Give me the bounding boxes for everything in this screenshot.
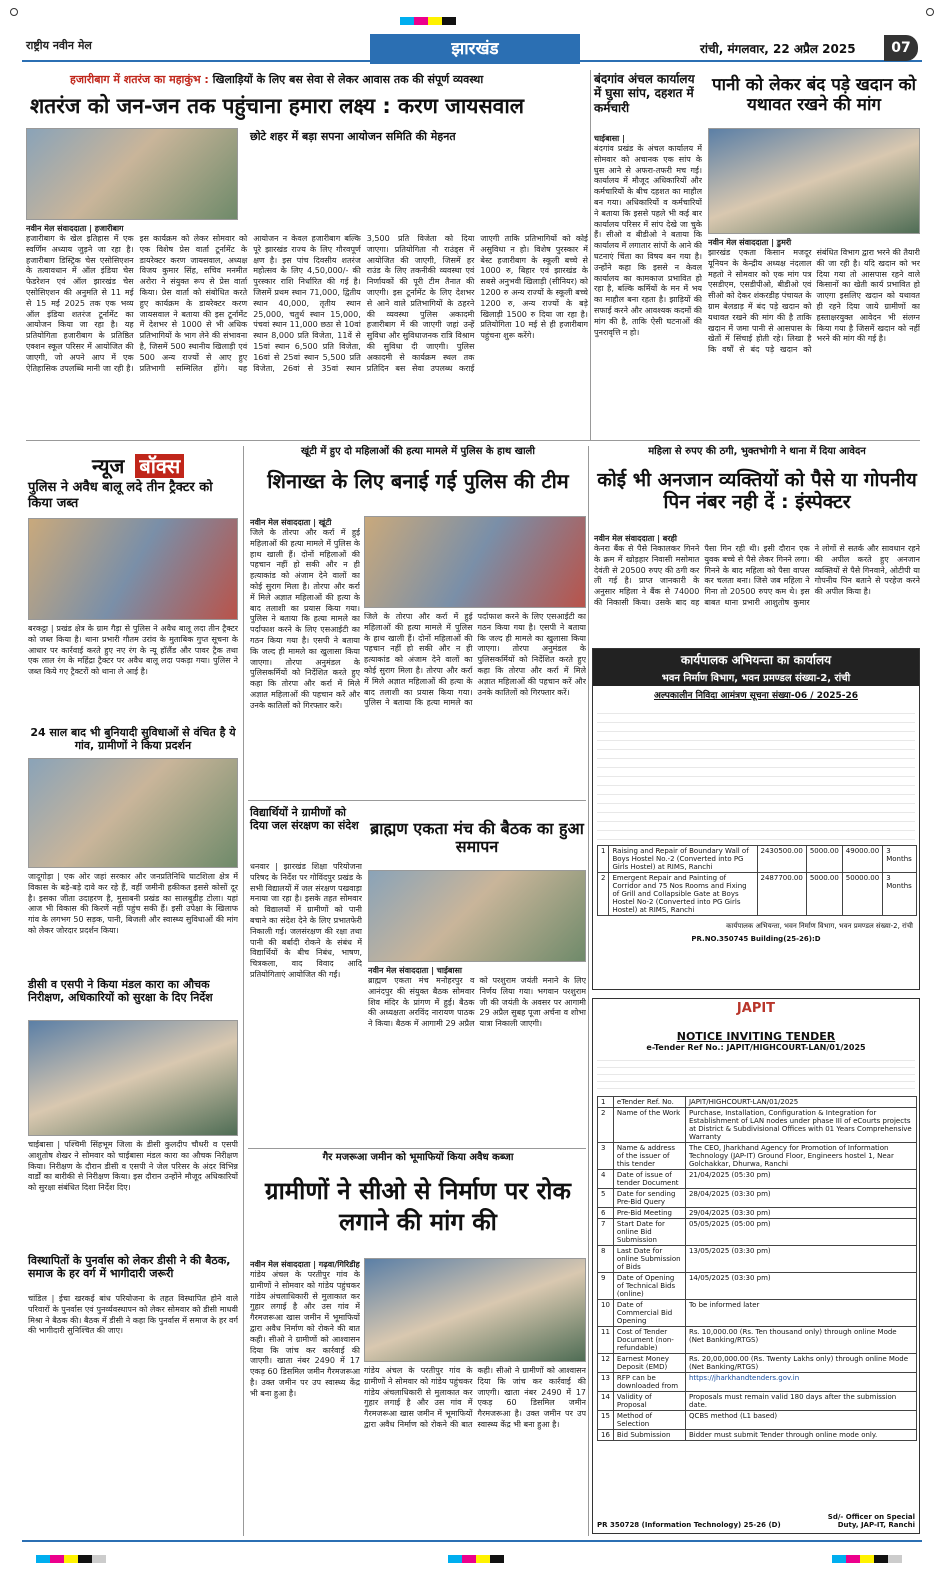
japit-cell: 12 bbox=[598, 1354, 614, 1373]
building-pr: PR.NO.350745 Building(25-26):D bbox=[691, 935, 821, 943]
mine-byline: नवीन मेल संवाददाता | डुमरी bbox=[708, 238, 792, 247]
village-body: जादूगोड़ा | एक ओर जहां सरकार और जनप्रतिनिधि घाटशिला क्षेत्र में विकास के बड़े-बड़े दावे कर रहे हैं, वहीं जमीनी हकीकत इससे कोसों दूर है। इसका जीता उदाहरण है, मुसाबनी प्रखंड का सालबुडीह टोला। यहां आज भी विकास की किरणें नहीं पहुंच सकी हैं। इसी उपेक्षा के खिलाफ गांव के लगभग 50 सड़क, पानी, बिजली और स्वास्थ्य सुविधाओं की मांग को लेकर जोरदार प्रदर्शन किया। bbox=[28, 872, 238, 935]
chess-photo bbox=[26, 128, 238, 220]
japit-cell: 13/05/2025 (03:30 pm) bbox=[685, 1246, 916, 1273]
khunti-body: जिले के तोरपा और कर्रा में हुई महिलाओं की हत्या मामले में पुलिस के हाथ खाली हैं। दोनों महिलाओं की पहचान नहीं हो सकी और न ही हत्याकांड को अंजाम देने वालों का कोई सुराग मिला है। तोरपा और कर्रा में मिले अज्ञात महिलाओं की हत्या के बाद तलाशी का प्रयास किया गया। पुलिस ने बताया कि हत्या मामले का पर्दाफाश करने के लिए एसआईटी का गठन किया गया है। एसपी ने बताया कि जल्द ही मामले का खुलासा किया जाएगा। तोरपा अनुमंडल के पुलिसकर्मियों को निर्देशित करते हुए कहा कि तोरपा और कर्रा में मिले अज्ञात महिलाओं की पहचान करें और उनके कातिलों को गिरफ्तार करें। bbox=[250, 528, 360, 710]
column-divider bbox=[243, 446, 244, 1536]
land-headline: ग्रामीणों ने सीओ से निर्माण पर रोक लगाने की मांग की bbox=[265, 1177, 571, 1237]
land-photo bbox=[364, 1258, 586, 1362]
registration-mark bbox=[10, 8, 18, 16]
japit-title: NOTICE INVITING TENDER bbox=[676, 1030, 836, 1043]
japit-table-row bbox=[598, 1373, 917, 1392]
japit-cell: 4 bbox=[598, 1170, 614, 1189]
japit-table-row bbox=[598, 1170, 917, 1189]
japit-cell: Name of the Work bbox=[613, 1108, 685, 1143]
japit-table-row bbox=[598, 1300, 917, 1327]
japit-cell: Start Date for online Bid Submission bbox=[613, 1219, 685, 1246]
japit-ref: e-Tender Ref No.: JAPIT/HIGHCOURT-LAN/01/2025 bbox=[646, 1043, 866, 1052]
footer-rule bbox=[22, 1540, 922, 1542]
japit-signoff: Sd/- Officer on Special Duty, JAP-IT, Ranchi bbox=[827, 1513, 915, 1529]
newsbox-title-b: बॉक्स bbox=[135, 454, 184, 478]
japit-cell: 6 bbox=[598, 1208, 614, 1219]
japit-cell: 2 bbox=[598, 1108, 614, 1143]
village-photo bbox=[28, 758, 238, 868]
japit-table-row bbox=[598, 1430, 917, 1441]
japit-table-row bbox=[598, 1208, 917, 1219]
japit-tender-ad bbox=[592, 998, 920, 1534]
japit-cell: Cost of Tender Document (non-refundable) bbox=[613, 1327, 685, 1354]
land-byline: नवीन मेल संवाददाता | गढ़वा/गिरिडीह bbox=[250, 1260, 360, 1269]
japit-table-row bbox=[598, 1097, 917, 1108]
japit-cell: RFP can be downloaded from bbox=[613, 1373, 685, 1392]
japit-table-row bbox=[598, 1411, 917, 1430]
japit-cell: Date of Opening of Technical Bids (online) bbox=[613, 1273, 685, 1300]
japit-cell: 7 bbox=[598, 1219, 614, 1246]
japit-cell: https://jharkhandtenders.gov.in bbox=[685, 1373, 916, 1392]
japit-cell: Name & address of the issuer of this tender bbox=[613, 1143, 685, 1170]
building-dept: भवन निर्माण विभाग, भवन प्रमण्डल संख्या-2, रांची bbox=[593, 670, 919, 686]
japit-cell: 5 bbox=[598, 1189, 614, 1208]
snake-byline: चाईबासा | bbox=[594, 134, 625, 143]
horizontal-rule bbox=[26, 440, 920, 441]
jal-body: धनवार | झारखंड शिक्षा परियोजना परिषद के निर्देश पर गोविंदपुर प्रखंड के सभी विद्यालयों में जल संरक्षण पखवाड़ा मनाया जा रहा है। इसके तहत सोमवार को विद्यालयों में ग्रामीणों को पानी बचाने का संदेश देने के लिए प्रभातफेरी निकाली गई। जलसंरक्षण की रक्षा तथा पानी की बर्बादी रोकने के संबंध में विद्यार्थियों के बीच निबंध, भाषण, चित्रकला, वाद विवाद आदि प्रतियोगिताएं आयोजित की गईं। bbox=[250, 862, 362, 979]
japit-cell: 15 bbox=[598, 1411, 614, 1430]
masthead-title: राष्ट्रीय नवीन मेल bbox=[26, 39, 92, 52]
building-table bbox=[597, 845, 917, 916]
japit-cell: To be informed later bbox=[685, 1300, 916, 1327]
japit-cell: 10 bbox=[598, 1300, 614, 1327]
khunti-headline: शिनाख्त के लिए बनाई गई पुलिस की टीम bbox=[267, 469, 569, 493]
japit-cell: 8 bbox=[598, 1246, 614, 1273]
khunti-photo bbox=[364, 516, 586, 608]
brahmin-byline: नवीन मेल संवाददाता | चाईबासा bbox=[368, 966, 462, 975]
japit-cell: Date of Commercial Bid Opening bbox=[613, 1300, 685, 1327]
sand-photo bbox=[28, 518, 238, 620]
japit-table-row bbox=[598, 1219, 917, 1246]
japit-cell: Pre-Bid Meeting bbox=[613, 1208, 685, 1219]
displaced-body: चांडिल | ईचा खरकई बांध परियोजना के तहत विस्थापित होने वाले परिवारों के पुनर्वास एवं पुनर्व्यवस्थापन को लेकर सोमवार को डीसी माधवी मिश्रा ने बैठक की। बैठक में डीसी ने कहा कि पुनर्वास में समाज के हर वर्ग की भागीदारी सुनिश्चित की जाए। bbox=[28, 1294, 238, 1336]
registration-mark bbox=[926, 8, 934, 16]
building-cell-work: Raising and Repair of Boundary Wall of Boys Hostel No.-2 (Converted into PG Girls Hostel) at RIMS, Ranchi bbox=[609, 846, 757, 873]
japit-cell: 14 bbox=[598, 1392, 614, 1411]
building-table-row bbox=[598, 873, 917, 916]
building-cell-cost: 2487700.00 bbox=[757, 873, 806, 916]
japit-cell: Rs. 10,000.00 (Rs. Ten thousand only) through online Mode (Net Banking/RTGS) bbox=[685, 1327, 916, 1354]
japit-table-row bbox=[598, 1392, 917, 1411]
building-notice: अल्पकालीन निविदा आमंत्रण सूचना संख्या-06 / 2025-26 bbox=[653, 691, 859, 701]
displaced-headline: विस्थापितों के पुनर्वास को लेकर डीसी ने की बैठक, समाज के हर वर्ग में भागीदारी जरूरी bbox=[28, 1254, 231, 1281]
chess-kicker-red: हजारीबाग में शतरंज का महाकुंभ : bbox=[70, 73, 209, 86]
japit-table-row bbox=[598, 1189, 917, 1208]
japit-cell: 05/05/2025 (05:00 pm) bbox=[685, 1219, 916, 1246]
section-title: झारखंड bbox=[370, 34, 580, 64]
snake-headline: बंदगांव अंचल कार्यालय में घुसा सांप, दहशत में कर्मचारी bbox=[594, 72, 695, 115]
chess-headline: शतरंज को जन-जन तक पहुंचाना हमारा लक्ष्य : करण जायसवाल bbox=[30, 94, 525, 118]
japit-table-row bbox=[598, 1273, 917, 1300]
chess-kicker bbox=[70, 72, 590, 87]
japit-intro-block bbox=[597, 1054, 915, 1094]
japit-cell: 29/04/2025 (03:30 pm) bbox=[685, 1208, 916, 1219]
khunti-body-cont: जिले के तोरपा और कर्रा में हुई महिलाओं की हत्या मामले में पुलिस के हाथ खाली हैं। दोनों महिलाओं की पहचान नहीं हो सकी और न ही हत्याकांड को अंजाम देने वालों का कोई सुराग मिला है। तोरपा और कर्रा में मिले अज्ञात महिलाओं की हत्या के बाद तलाशी का प्रयास किया गया। पुलिस ने बताया कि हत्या मामले का पर्दाफाश करने के लिए एसआईटी का गठन किया गया है। एसपी ने बताया कि जल्द ही मामले का खुलासा किया जाएगा। तोरपा अनुमंडल के पुलिसकर्मियों को निर्देशित करते हुए कहा कि तोरपा और कर्रा में मिले अज्ञात महिलाओं की पहचान करें और उनके कातिलों को गिरफ्तार करें। bbox=[364, 612, 586, 708]
japit-cell: Bidder must submit Tender through online mode only. bbox=[685, 1430, 916, 1441]
building-signoff: कार्यपालक अभियन्ता, भवन निर्माण विभाग, भवन प्रमण्डल संख्या-2, रांची bbox=[726, 922, 913, 930]
khunti-byline: नवीन मेल संवाददाता | खूंटी bbox=[250, 518, 332, 527]
building-cell-fee: 5000.00 bbox=[806, 846, 842, 873]
color-bar bbox=[832, 1548, 902, 1567]
japit-cell: The CEO, Jharkhand Agency for Promotion of Information Technology (JAP-IT) Ground Floor, Engineers hostel 1, Near Golchakkar, Dhurwa, Ranchi bbox=[685, 1143, 916, 1170]
building-cell-fee: 5000.00 bbox=[806, 873, 842, 916]
japit-cell: 11 bbox=[598, 1327, 614, 1354]
horizontal-rule bbox=[248, 800, 586, 801]
building-cell-cost: 2430500.00 bbox=[757, 846, 806, 873]
building-cell-work: Emergent Repair and Painting of Corridor and 75 Nos Rooms and Fixing of Grill and Collapsible Gate at Boys Hostel No-2 (Converted into PG Girls Hostel) at RIMS, Ranchi bbox=[609, 873, 757, 916]
page-number: 07 bbox=[884, 35, 918, 61]
fraud-byline: नवीन मेल संवाददाता | बरही bbox=[594, 534, 677, 543]
japit-cell: 28/04/2025 (03:30 pm) bbox=[685, 1189, 916, 1208]
dateline: रांची, मंगलवार, 22 अप्रैल 2025 bbox=[700, 42, 856, 56]
fraud-headline: कोई भी अनजान व्यक्तियों को पैसे या गोपनीय पिन नंबर नही दें : इंस्पेक्टर bbox=[597, 469, 917, 513]
fraud-body: केनरा बैंक से पैसे निकालकर गिनने के क्रम में खोड़हार निवासी मसोमात देवंती से 20500 रुपए की ठगी कर ली गई है। प्राप्त जानकारी के अनुसार महिला ने बैंक से 74000 की निकासी किया। उसके बाद वह पैसा गिन रही थी। इसी दौरान एक युवक बच्चे से पैसे लेकर गिनने लगा। गिनने के बाद महिला को पैसा वापस कर चलता बना। जिसे जब महिला ने गिना तो 20500 रुपए कम थे। इस बाबत थाना प्रभारी आशुतोष कुमार ने लोगों से सतर्क और सावधान रहने की अपील करते हुए अनजान व्यक्तियों से पैसे गिनवाने, ओटीपी या गोपनीय पिन बताने से परहेज करने की अपील किया है। bbox=[594, 544, 920, 607]
building-cell-time: 3 Months bbox=[883, 873, 917, 916]
japit-table-row bbox=[598, 1354, 917, 1373]
japit-cell: Purchase, Installation, Configuration & Integration for Establishment of LAN nodes under phase III of eCourts projects at District & Subdivisional Offices with 01 Years Comprehensive Warranty bbox=[685, 1108, 916, 1143]
building-table-row bbox=[598, 846, 917, 873]
snake-body: बंदगांव प्रखंड के अंचल कार्यालय में सोमवार को अचानक एक सांप के घुस आने से अफरा-तफरी मच गई। कार्यालय में मौजूद अधिकारियों और कर्मचारियों के बीच दहशत का माहौल बन गया। अधिकारियों व कर्मचारियों ने बताया कि इससे पहले भी कई बार कार्यालय परिसर में सांप देखे जा चुके हैं। सीओ व बीडीओ ने बताया कि कार्यालय में लगातार सांपों के आने की घटनाएं चिंता का विषय बन गया है। उन्होंने कहा कि इससे न केवल कार्यालय का कामकाज प्रभावित हो रहा है, बल्कि कर्मियों के मन में भय का माहौल बना रहता है। झाड़ियों की सफाई करने और आवश्यक कदमों की मांग की है, ताकि ऐसी घटनाओं की पुनरावृत्ति न हो। bbox=[594, 144, 702, 337]
japit-cell: Date of issue of tender Document bbox=[613, 1170, 685, 1189]
newsbox-title bbox=[88, 452, 184, 479]
land-body-a: गांडेय अंचल के परतीपुर गांव के ग्रामीणों ने सोमवार को गांडेय पहुंचकर गांडेय अंचलाधिकारी से मुलाकात कर गुहार लगाई है और उस गांव में गैरमजरूआ खास जमीन में भूमाफियों द्वारा अवैध निर्माण को रोकने की बात कही। सीओ ने ग्रामीणों को आश्वासन दिया कि जांच कर कार्रवाई की जाएगी। खाता नंबर 2490 में 17 एकड़ 60 डिसमिल जमीन गैरमजरूआ है। उक्त जमीन पर उप स्वास्थ्य केंद्र भी बना हुआ है। bbox=[250, 1270, 360, 1398]
sand-headline: पुलिस ने अवैध बालू लदे तीन ट्रैक्टर को किया जब्त bbox=[28, 480, 213, 511]
japit-cell: Validity of Proposal bbox=[613, 1392, 685, 1411]
khunti-kicker: खूंटी में हुए दो महिलाओं की हत्या मामले में पुलिस के हाथ खाली bbox=[301, 446, 535, 457]
fraud-kicker: महिला से रुपए की ठगी, भुक्तभोगी ने थाना में दिया आवेदन bbox=[648, 446, 866, 457]
mine-headline: पानी को लेकर बंद पड़े खदान को यथावत रखने की मांग bbox=[711, 75, 917, 115]
japit-cell: JAPIT/HIGHCOURT-LAN/01/2025 bbox=[685, 1097, 916, 1108]
brahmin-headline: ब्राह्मण एकता मंच की बैठक का हुआ समापन bbox=[370, 819, 584, 857]
japit-cell: eTender Ref. No. bbox=[613, 1097, 685, 1108]
japit-cell: 1 bbox=[598, 1097, 614, 1108]
japit-cell: 3 bbox=[598, 1143, 614, 1170]
japit-cell: 14/05/2025 (03:30 pm) bbox=[685, 1273, 916, 1300]
chess-body: हजारीबाग के खेल इतिहास में एक स्वर्णिम अध्याय जुड़ने जा रहा है। हजारीबाग डिस्ट्रिक चेस एसोसिएशन के तत्वावधान में ऑल इंडिया चेस फेडरेशन एवं ऑल झारखंड चेस एसोसिएशन की अनुमति से 11 मई से 15 मई 2025 तक एक भव्य ऑल इंडिया शतरंज टूर्नामेंट का आयोजन किया जा रहा है। यह प्रतियोगिता हजारीबाग के प्रतिष्ठित एक्शन स्कूल परिसर में आयोजित की जाएगी, जो अपने आप में एक ऐतिहासिक उपलब्धि मानी जा रही है। इस कार्यक्रम को लेकर सोमवार को एक विशेष प्रेस वार्ता टूर्नामेंट के डायरेक्टर करण जायसवाल, अध्यक्ष विजय कुमार सिंह, सचिव मनमीत अरोरा ने संयुक्त रूप से प्रेस वार्ता किया। प्रेस वार्ता को संबोधित करते हुए कार्यक्रम के डायरेक्टर करण जायसवाल ने बताया की इस टूर्नामेंट में देशभर से 1000 से भी अधिक प्रतिभागियों के भाग लेने की संभावना है, जिसमें 500 स्थानीय खिलाड़ी एवं 500 अन्य राज्यों से आए हुए प्रतिभागी सम्मिलित होंगे। यह आयोजन न केवल हजारीबाग बल्कि पूरे झारखंड राज्य के लिए गौरवपूर्ण क्षण है। इस पांच दिवसीय शतरंज महोत्सव के लिए 4,50,000/- की पुरस्कार राशि निर्धारित की गई है। जिसमें प्रथम स्थान 71,000, द्वितीय स्थान 40,000, तृतीय स्थान 25,000, चतुर्थ स्थान 15,000, पंचवां स्थान 11,000 छठा से 10वां स्थान 8,000 प्रति विजेता, 11वें से 15वां स्थान 6,500 प्रति विजेता, 16वां से 25वां स्थान 5,500 प्रति विजेता, 26वां से 35वां स्थान 3,500 प्रति विजेता को दिया जाएगा। प्रतियोगिता नौ राउंड्स में आयोजित की जाएगी, जिसमें हर राउंड के लिए तकनीकी व्यवस्था एवं निर्णायकों की पूरी टीम तैनात की जाएगी। इस टूर्नामेंट के लिए देशभर से आने वाले प्रतिभागियों के ठहरने की व्यवस्था पुलिस अकादमी हजारीबाग में की जाएगी जहां उन्हें सुविधा और सुविधाजनक रात्रि विश्राम की सुविधा दी जाएगी। पुलिस अकादमी से कार्यक्रम स्थल तक प्रतिदिन बस सेवा उपलब्ध कराई जाएगी ताकि प्रतिभागियों को कोई असुविधा न हो। विशेष पुरस्कार में बेस्ट हजारीबाग के स्कूली बच्चे से 1000 रु, बिहार एवं झारखंड के सबसे अनुभवी खिलाड़ी (सीनियर) को 1200 रु अन्य राज्यों के स्कूली बच्चे 1200 रु, अन्य राज्यों के बड़े खिलाड़ी 1500 रु दिया जा रहा है। प्रतियोगिता 10 मई से ही हजारीबाग पहुंचना शुरू करेंगे। bbox=[26, 234, 588, 373]
sp-photo bbox=[28, 1020, 238, 1136]
brahmin-body: ब्राह्मण एकता मंच मनोहरपुर व आनंदपुर की संयुक्त बैठक सोमवार शिव मंदिर के प्रांगण में हुई। बैठक की अध्यक्षता अरविंद नारायण पाठक ने किया। बैठक में आगामी 29 अप्रैल को परशुराम जयंती मनाने के लिए निर्णय लिया गया। भगवान परशुराम जी की जयंती के अवसर पर आगामी 29 अप्रैल सुबह पूजा अर्चना व शोभा यात्रा निकाली जाएगी। bbox=[368, 976, 586, 1029]
chess-byline: नवीन मेल संवाददाता | हजारीबाग bbox=[26, 224, 124, 233]
brahmin-photo bbox=[368, 870, 586, 962]
japit-cell: Method of Selection bbox=[613, 1411, 685, 1430]
mine-body: झारखंड एकता किसान मजदूर यूनियन के केन्द्रीय अध्यक्ष नंदलाल महतो ने सोमवार को एक मांग पत्र एसडीएम, एसडीपीओ, बीडीओ एवं सीओ को देकर शंकरडीह पंचायत के ग्राम बेलडाड़ में बंद पड़े खदान को यथावत रखने की मांग की है ताकि खदान में जमा पानी से आसपास के खेतों में सिंचाई होती रहे। लिखा है कि वर्षों से बंद पड़े खदान को संबंधित विभाग द्वारा भरने की तैयारी की जा रही है। यदि खदान को भर दिया गया तो आसपास रहने वाले किसानों का खेती कार्य प्रभावित हो जाएगा इसलिए खदान को यथावत ही रहने दिया जाये ग्रामीणों का हस्ताक्षरयुक्त आवेदन भी संलग्न किया गया है जिसमें खदान को नहीं भरने की मांग की गई है। bbox=[708, 248, 920, 355]
jal-headline: विद्यार्थियों ने ग्रामीणों को दिया जल संरक्षण का संदेश bbox=[250, 806, 359, 833]
color-bar bbox=[36, 1548, 106, 1567]
horizontal-rule bbox=[248, 1148, 586, 1149]
column-divider bbox=[588, 446, 589, 1536]
building-office: कार्यपालक अभियन्ता का कार्यालय bbox=[593, 649, 919, 670]
building-cell-emd: 50000.00 bbox=[842, 873, 882, 916]
column-divider bbox=[590, 70, 591, 440]
japit-cell: Rs. 20,00,000.00 (Rs. Twenty Lakhs only) through online Mode (Net Banking/RTGS) bbox=[685, 1354, 916, 1373]
land-body-b: गांडेय अंचल के परतीपुर गांव के ग्रामीणों ने सोमवार को गांडेय पहुंचकर गांडेय अंचलाधिकारी से मुलाकात कर गुहार लगाई है और उस गांव में गैरमजरूआ खास जमीन में भूमाफियों द्वारा अवैध निर्माण को रोकने की बात कही। सीओ ने ग्रामीणों को आश्वासन दिया कि जांच कर कार्रवाई की जाएगी। खाता नंबर 2490 में 17 एकड़ 60 डिसमिल जमीन गैरमजरूआ है। उक्त जमीन पर उप स्वास्थ्य केंद्र भी बना हुआ है। bbox=[364, 1366, 586, 1429]
japit-table-row bbox=[598, 1327, 917, 1354]
japit-cell: 21/04/2025 (05:30 pm) bbox=[685, 1170, 916, 1189]
land-kicker: गैर मजरूआ जमीन को भूमाफियों किया अवैध कब्जा bbox=[322, 1152, 514, 1163]
building-details-block bbox=[597, 705, 915, 843]
japit-cell: 9 bbox=[598, 1273, 614, 1300]
building-cell-no: 1 bbox=[598, 846, 609, 873]
color-bar bbox=[448, 1548, 504, 1567]
color-bar bbox=[400, 10, 456, 29]
japit-cell: 13 bbox=[598, 1373, 614, 1392]
japit-cell: Bid Submission bbox=[613, 1430, 685, 1441]
sp-body: चाईबासा | पश्चिमी सिंहभूम जिला के डीसी कुलदीप चौधरी व एसपी आशुतोष शेखर ने सोमवार को चाईबासा मंडल कारा का औचक निरीक्षण किया। निरीक्षण के दौरान डीसी व एसपी ने जेल परिसर के अंदर विभिन्न वार्डों का बारीकी से निरीक्षण किया। इस दौरान उन्होंने मौजूद अधिकारियों को सुरक्षा संबंधित दिशा निर्देश दिए। bbox=[28, 1140, 238, 1193]
japit-cell: Proposals must remain valid 180 days after the submission date. bbox=[685, 1392, 916, 1411]
village-headline: 24 साल बाद भी बुनियादी सुविधाओं से वंचित है ये गांव, ग्रामीणों ने किया प्रदर्शन bbox=[30, 726, 236, 753]
newsbox-title-a: न्यूज bbox=[92, 454, 125, 478]
japit-cell: QCBS method (L1 based) bbox=[685, 1411, 916, 1430]
japit-table-row bbox=[598, 1143, 917, 1170]
chess-subhead: छोटे शहर में बड़ा सपना आयोजन समिति की मेहनत bbox=[250, 130, 456, 143]
chess-kicker-rest: खिलाड़ियों के लिए बस सेवा से लेकर आवास तक की संपूर्ण व्यवस्था bbox=[212, 73, 484, 86]
japit-table-row bbox=[598, 1246, 917, 1273]
japit-cell: Last Date for online Submission of Bids bbox=[613, 1246, 685, 1273]
building-tender-ad bbox=[592, 648, 920, 990]
japit-cell: 16 bbox=[598, 1430, 614, 1441]
japit-logo: JAPIT bbox=[736, 1001, 776, 1016]
building-cell-emd: 49000.00 bbox=[842, 846, 882, 873]
sand-body: बरकट्ठा | प्रखंड क्षेत्र के ग्राम गैड़ा से पुलिस ने अवैध बालू लदा तीन ट्रैक्टर को जब्त किया है। थाना प्रभारी गौतम उरांव के मुताबिक गुप्त सूचना के आधार पर कार्रवाई करते हुए नए रंग के न्यू हॉलैंड और पावर ट्रैक तथा एक लाल रंग के महिंद्रा ट्रैक्टर पर अवैध बालू लदा पकड़ा गया। पुलिस ने जब्त किये गए ट्रैक्टरों को थाना ले आई है। bbox=[28, 624, 238, 677]
mine-photo bbox=[708, 128, 920, 234]
japit-pr: PR 350728 (Information Technology) 25-26 (D) bbox=[597, 1521, 781, 1529]
japit-cell: Date for sending Pre-Bid Query bbox=[613, 1189, 685, 1208]
japit-cell: Earnest Money Deposit (EMD) bbox=[613, 1354, 685, 1373]
japit-table bbox=[597, 1096, 917, 1441]
building-cell-no: 2 bbox=[598, 873, 609, 916]
sp-headline: डीसी व एसपी ने किया मंडल कारा का औचक निरीक्षण, अधिकारियों को सुरक्षा के दिए निर्देश bbox=[28, 978, 213, 1005]
japit-table-row bbox=[598, 1108, 917, 1143]
building-cell-time: 3 Months bbox=[883, 846, 917, 873]
